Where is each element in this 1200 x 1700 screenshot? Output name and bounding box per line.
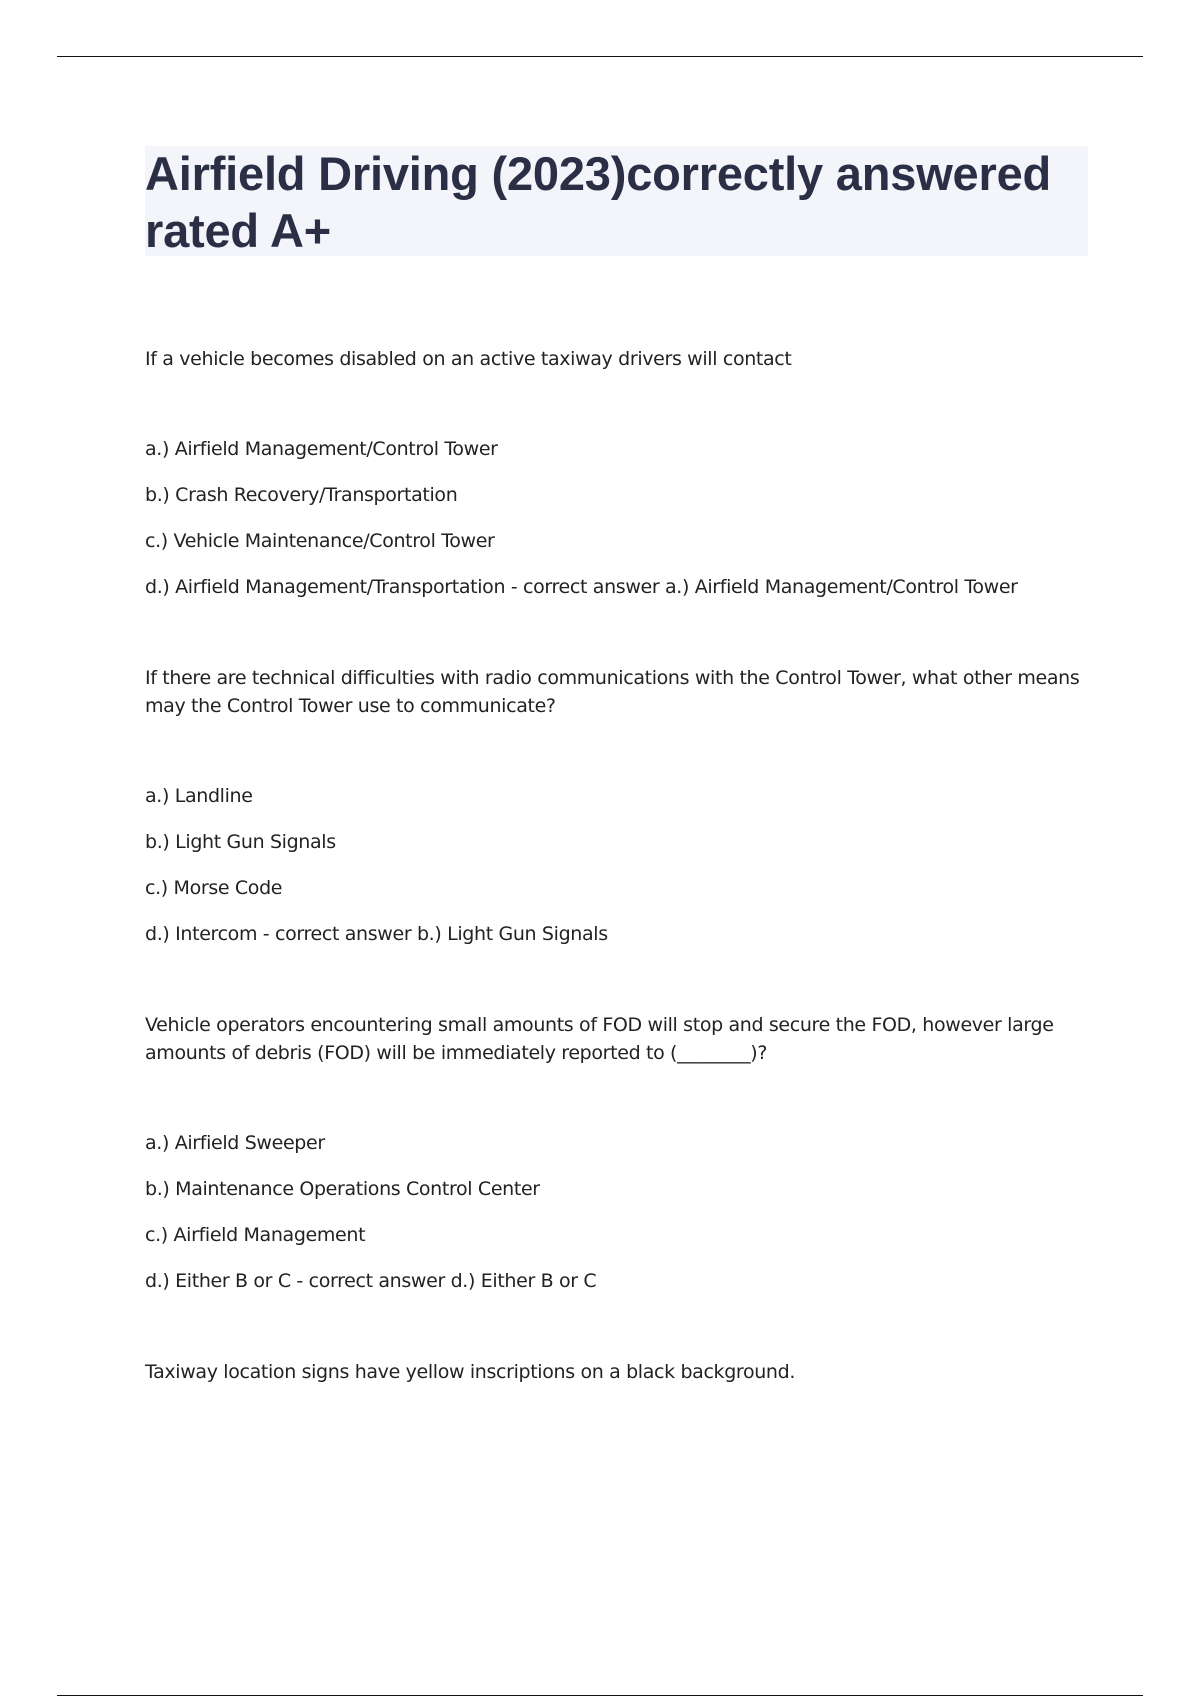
answer-option: a.) Airfield Sweeper [145, 1132, 325, 1154]
question-block [145, 664, 1090, 948]
answer-options [145, 782, 1090, 948]
answer-option: d.) Intercom - correct answer b.) Light Gun Signals [145, 923, 608, 945]
footer-rule [57, 1695, 1143, 1696]
answer-option: b.) Maintenance Operations Control Center [145, 1178, 540, 1200]
answer-option: d.) Airfield Management/Transportation - correct answer a.) Airfield Management/Control Tower [145, 576, 1018, 598]
page-title: Airfield Driving (2023)correctly answered rated A+ [145, 147, 1052, 257]
answer-option: c.) Airfield Management [145, 1224, 366, 1246]
answer-options [145, 435, 1090, 601]
answer-option: b.) Light Gun Signals [145, 831, 336, 853]
answer-options [145, 1129, 1090, 1295]
question-text: Taxiway location signs have yellow inscriptions on a black background. [145, 1361, 796, 1383]
answer-option: a.) Landline [145, 785, 253, 807]
question-block [145, 1011, 1090, 1295]
document-body [145, 345, 1090, 1386]
answer-option: c.) Vehicle Maintenance/Control Tower [145, 530, 495, 552]
answer-option: a.) Airfield Management/Control Tower [145, 438, 498, 460]
question-block [145, 345, 1090, 601]
answer-option: d.) Either B or C - correct answer d.) Either B or C [145, 1270, 597, 1292]
answer-option: b.) Crash Recovery/Transportation [145, 484, 458, 506]
answer-option: c.) Morse Code [145, 877, 283, 899]
question-text: If there are technical difficulties with radio communications with the Control Tower, what other means may the Control Tower use to communicate? [145, 667, 1080, 717]
question-block [145, 1358, 1090, 1386]
header-rule [57, 56, 1143, 57]
question-text: If a vehicle becomes disabled on an active taxiway drivers will contact [145, 348, 792, 370]
question-text: Vehicle operators encountering small amounts of FOD will stop and secure the FOD, however large amounts of debris (FOD) will be immediately reported to (________)? [145, 1014, 1054, 1064]
